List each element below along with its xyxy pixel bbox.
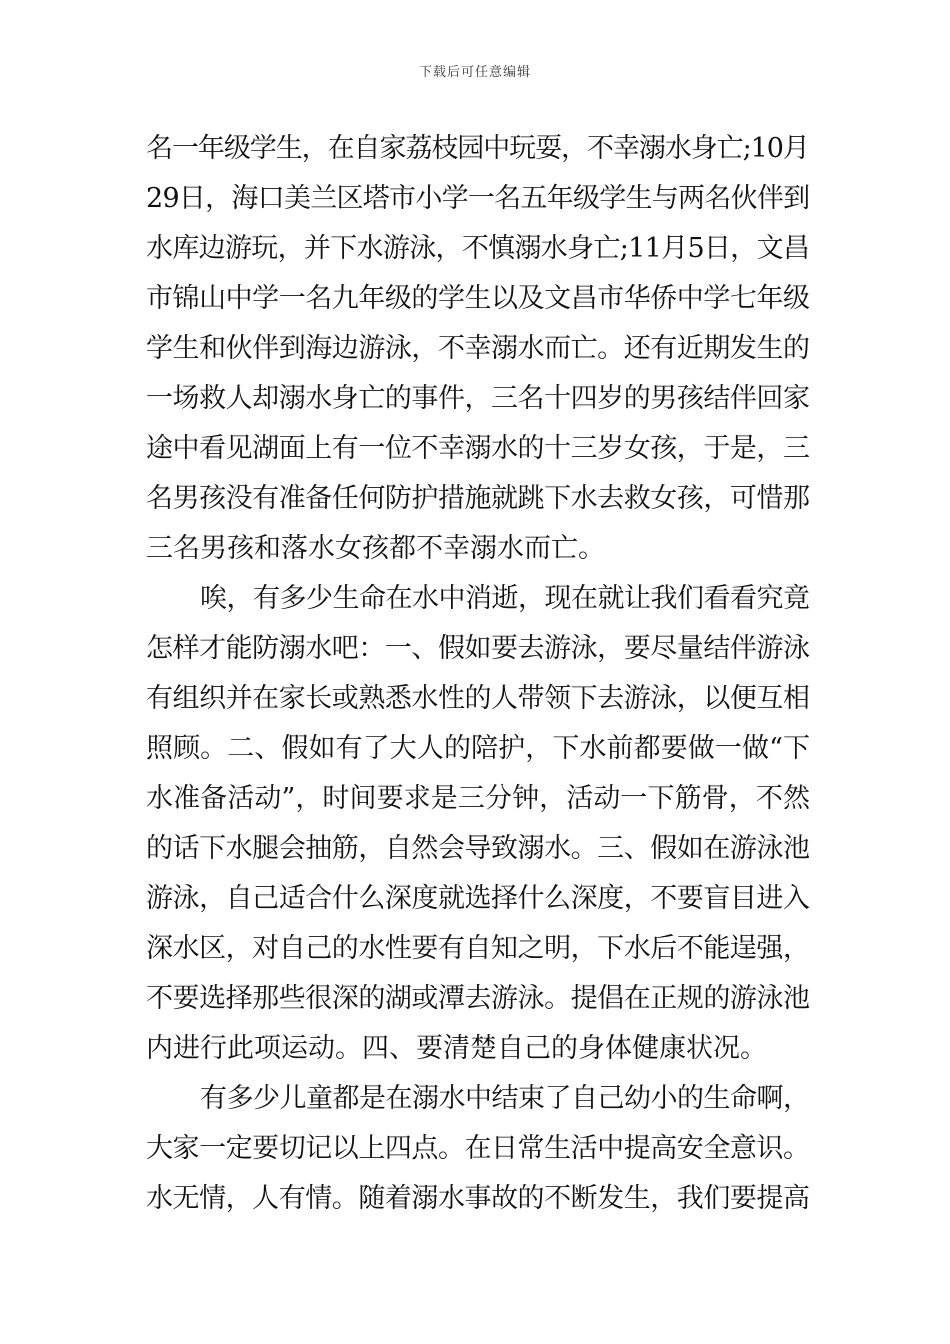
page-header: 下载后可任意编辑 — [418, 65, 531, 80]
text-line: 的话下水腿会抽筋，自然会导致溺水。三、假如在游泳池 — [146, 833, 810, 864]
text-line: 有多少儿童都是在溺水中结束了自己幼小的生命啊， — [200, 1083, 810, 1114]
text-line: 大家一定要切记以上四点。在日常生活中提高安全意识。 — [146, 1133, 810, 1164]
text-line: 一场救人却溺水身亡的事件，三名十四岁的男孩结伴回家 — [146, 383, 810, 414]
text-line: 水无情，人有情。随着溺水事故的不断发生，我们要提高 — [146, 1183, 810, 1214]
text-line: 名一年级学生，在自家荔枝园中玩耍，不幸溺水身亡;10月 — [146, 133, 809, 164]
text-line: 照顾。二、假如有了大人的陪护，下水前都要做一做“下 — [146, 733, 811, 764]
text-line: 途中看见湖面上有一位不幸溺水的十三岁女孩，于是，三 — [146, 433, 810, 464]
text-line: 有组织并在家长或熟悉水性的人带领下去游泳，以便互相 — [146, 683, 810, 714]
text-line: 内进行此项运动。四、要清楚自己的身体健康状况。 — [146, 1033, 767, 1064]
text-line: 水准备活动”，时间要求是三分钟，活动一下筋骨，不然 — [146, 783, 811, 814]
text-line: 唉，有多少生命在水中消逝，现在就让我们看看究竟 — [200, 583, 810, 614]
text-line: 游泳，自己适合什么深度就选择什么深度，不要盲目进入 — [146, 883, 810, 914]
text-line: 怎样才能防溺水吧：一、假如要去游泳，要尽量结伴游泳 — [146, 633, 810, 664]
text-line: 市锦山中学一名九年级的学生以及文昌市华侨中学七年级 — [146, 283, 810, 314]
text-line: 三名男孩和落水女孩都不幸溺水而亡。 — [146, 533, 605, 564]
text-line: 29日，海口美兰区塔市小学一名五年级学生与两名伙伴到 — [146, 183, 810, 214]
text-line: 名男孩没有准备任何防护措施就跳下水去救女孩，可惜那 — [146, 483, 810, 514]
text-line: 不要选择那些很深的湖或潭去游泳。提倡在正规的游泳池 — [146, 983, 810, 1014]
text-line: 水库边游玩，并下水游泳，不慎溺水身亡;11月5日，文昌 — [146, 233, 810, 264]
text-line: 深水区，对自己的水性要有自知之明，下水后不能逞强， — [146, 933, 810, 964]
text-line: 学生和伙伴到海边游泳，不幸溺水而亡。还有近期发生的 — [146, 333, 810, 364]
document-body — [146, 124, 810, 1224]
